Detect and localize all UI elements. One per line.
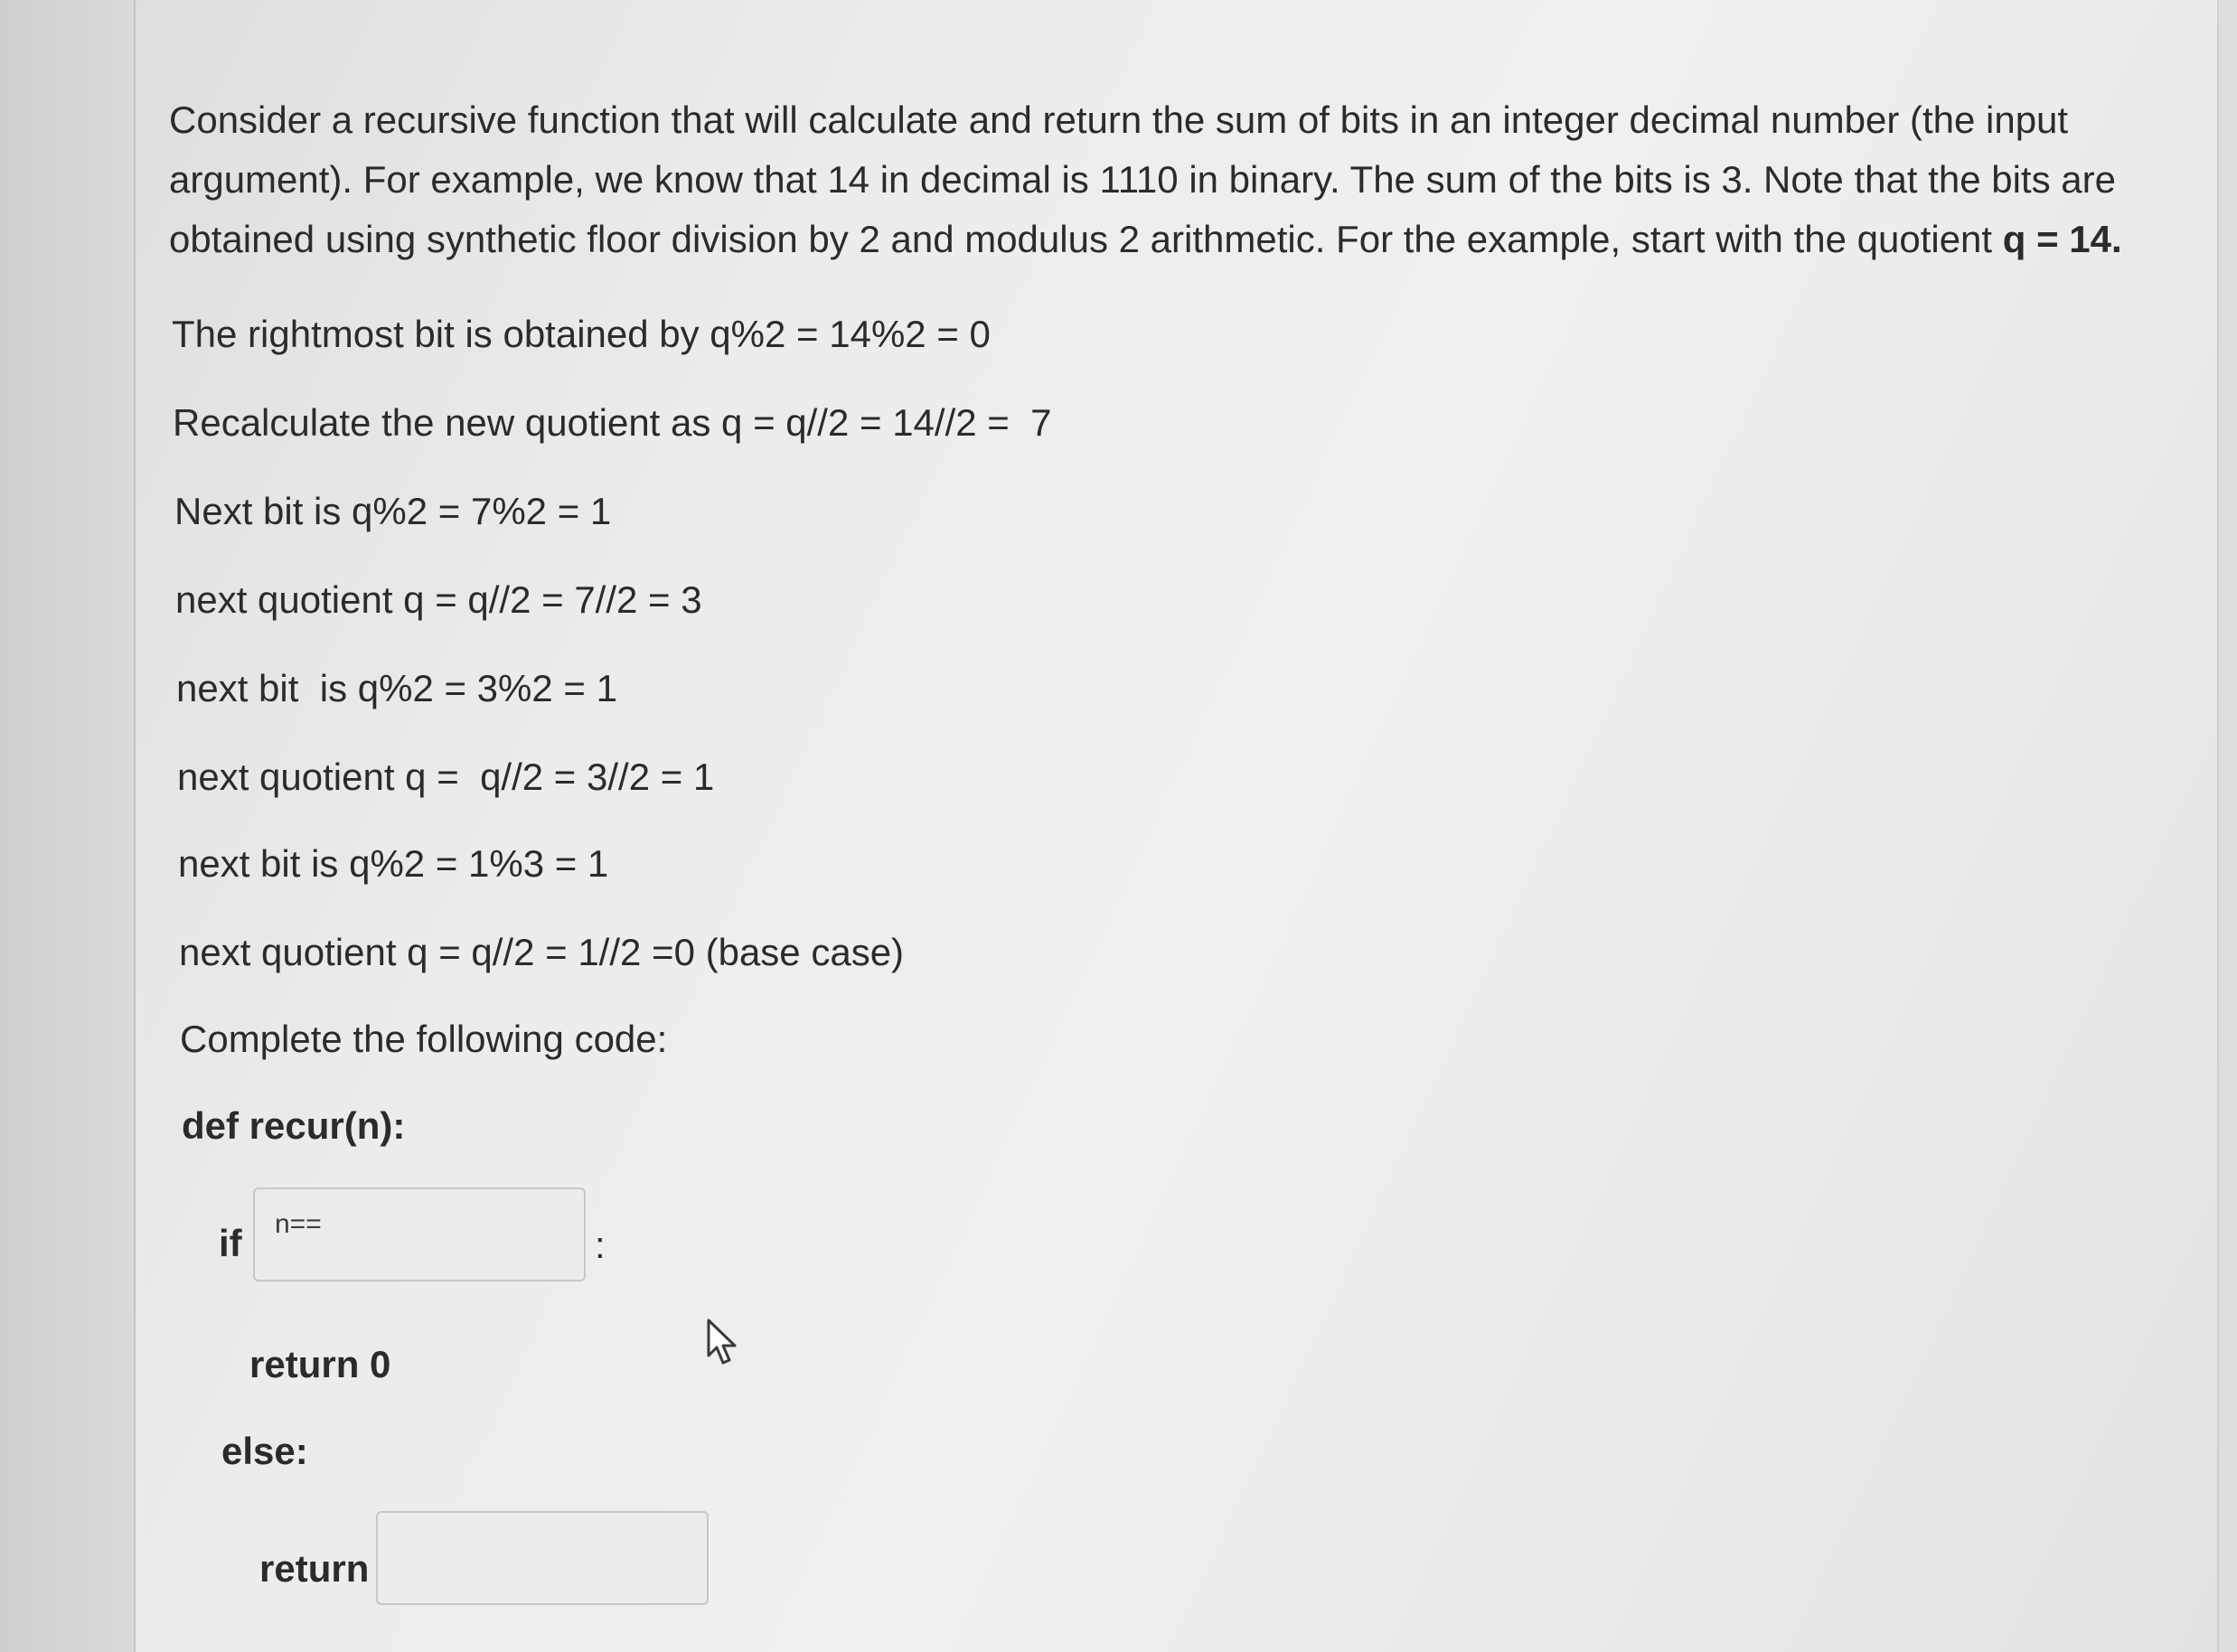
left-panel-edge <box>0 0 136 1652</box>
step-next-quotient-2: next quotient q = q//2 = 3//2 = 1 <box>177 756 715 798</box>
step-next-quotient-base: next quotient q = q//2 = 1//2 =0 (base case) <box>179 931 905 973</box>
code-return-keyword: return <box>259 1547 370 1590</box>
code-if-keyword: if <box>219 1222 242 1264</box>
problem-intro <box>169 90 2212 269</box>
code-else-keyword: else: <box>221 1430 308 1472</box>
if-condition-value: n== <box>275 1209 322 1239</box>
intro-text: Consider a recursive function that will calculate and return the sum of bits in an integer decimal number (the input argument). For example, we know that 14 in decimal is 1110 in binary. The sum of the bits is 3. Note that the bits are obtained using synthetic floor division by 2 and modulus 2 arithmetic. For the example, start with the quotient <box>169 99 2116 260</box>
step-next-bit-3: next bit is q%2 = 1%3 = 1 <box>178 842 609 885</box>
if-condition-input[interactable] <box>253 1187 586 1281</box>
step-rightmost-bit: The rightmost bit is obtained by q%2 = 14%2 = 0 <box>172 313 991 355</box>
step-next-bit-1: Next bit is q%2 = 7%2 = 1 <box>174 490 612 532</box>
step-next-quotient-1: next quotient q = q//2 = 7//2 = 3 <box>175 578 702 621</box>
intro-quotient: q = 14. <box>2002 218 2122 260</box>
instruction-complete-code: Complete the following code: <box>180 1018 668 1060</box>
mouse-pointer-icon <box>705 1318 741 1366</box>
right-panel-edge <box>2217 0 2237 1652</box>
code-return-zero: return 0 <box>249 1343 391 1385</box>
code-colon: : <box>595 1224 606 1266</box>
return-expression-input[interactable] <box>376 1511 709 1605</box>
code-def-line: def recur(n): <box>182 1104 406 1147</box>
step-recalculate-quotient: Recalculate the new quotient as q = q//2 = 14//2 = 7 <box>173 401 1052 444</box>
step-next-bit-2: next bit is q%2 = 3%2 = 1 <box>176 667 617 709</box>
question-content <box>169 90 2212 269</box>
